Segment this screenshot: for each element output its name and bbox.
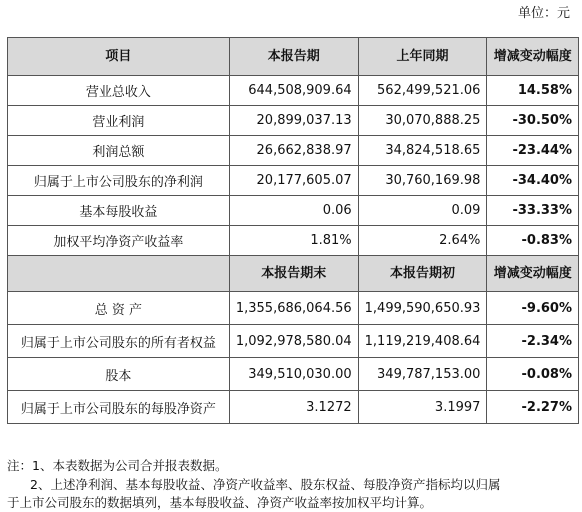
row-prior: 1,499,590,650.93 xyxy=(358,292,487,325)
unit-label: 单位：元 xyxy=(517,6,570,21)
table-subheader-row xyxy=(8,256,579,292)
row-prior: 34,824,518.65 xyxy=(358,136,487,166)
row-current: 1,355,686,064.56 xyxy=(229,292,358,325)
row-item: 归属于上市公司股东的每股净资产 xyxy=(8,391,230,424)
row-item: 营业利润 xyxy=(8,106,230,136)
table-row xyxy=(8,136,579,166)
row-current: 3.1272 xyxy=(229,391,358,424)
footnote-line-1: 注：1、本表数据为公司合并报表数据。 xyxy=(7,458,228,473)
row-change: -30.50% xyxy=(487,106,579,136)
row-current: 1,092,978,580.04 xyxy=(229,325,358,358)
row-item: 归属于上市公司股东的所有者权益 xyxy=(8,325,230,358)
row-change: -2.27% xyxy=(487,391,579,424)
row-item: 总 资 产 xyxy=(8,292,230,325)
table-row xyxy=(8,325,579,358)
row-current: 26,662,838.97 xyxy=(229,136,358,166)
table-row xyxy=(8,358,579,391)
financial-summary-table xyxy=(7,37,579,424)
row-change: -9.60% xyxy=(487,292,579,325)
table-row xyxy=(8,226,579,256)
table-row xyxy=(8,391,579,424)
row-item: 加权平均净资产收益率 xyxy=(8,226,230,256)
row-change: -2.34% xyxy=(487,325,579,358)
table-row xyxy=(8,292,579,325)
table-row xyxy=(8,166,579,196)
table-row xyxy=(8,76,579,106)
row-prior: 3.1997 xyxy=(358,391,487,424)
row-prior: 562,499,521.06 xyxy=(358,76,487,106)
row-prior: 1,119,219,408.64 xyxy=(358,325,487,358)
row-change: -0.83% xyxy=(487,226,579,256)
row-change: -23.44% xyxy=(487,136,579,166)
table-row xyxy=(8,106,579,136)
row-change: 14.58% xyxy=(487,76,579,106)
row-prior: 0.09 xyxy=(358,196,487,226)
header-item: 项目 xyxy=(8,38,230,76)
row-prior: 30,070,888.25 xyxy=(358,106,487,136)
table-row xyxy=(8,196,579,226)
subheader-period-start: 本报告期初 xyxy=(358,256,487,292)
row-item: 利润总额 xyxy=(8,136,230,166)
row-current: 20,899,037.13 xyxy=(229,106,358,136)
row-change: -0.08% xyxy=(487,358,579,391)
subheader-period-end: 本报告期末 xyxy=(229,256,358,292)
row-item: 基本每股收益 xyxy=(8,196,230,226)
row-item: 归属于上市公司股东的净利润 xyxy=(8,166,230,196)
row-current: 0.06 xyxy=(229,196,358,226)
row-item: 股本 xyxy=(8,358,230,391)
row-current: 20,177,605.07 xyxy=(229,166,358,196)
header-change: 增减变动幅度 xyxy=(487,38,579,76)
row-prior: 349,787,153.00 xyxy=(358,358,487,391)
row-prior: 2.64% xyxy=(358,226,487,256)
row-prior: 30,760,169.98 xyxy=(358,166,487,196)
header-current-period: 本报告期 xyxy=(229,38,358,76)
row-current: 1.81% xyxy=(229,226,358,256)
row-change: -33.33% xyxy=(487,196,579,226)
row-current: 349,510,030.00 xyxy=(229,358,358,391)
row-item: 营业总收入 xyxy=(8,76,230,106)
subheader-change: 增减变动幅度 xyxy=(487,256,579,292)
footnote-line-3: 于上市公司股东的数据填列，基本每股收益、净资产收益率按加权平均计算。 xyxy=(7,495,433,510)
table-header-row xyxy=(8,38,579,76)
row-current: 644,508,909.64 xyxy=(229,76,358,106)
subheader-item xyxy=(8,256,230,292)
row-change: -34.40% xyxy=(487,166,579,196)
footnote-line-2: 2、上述净利润、基本每股收益、净资产收益率、股东权益、每股净资产指标均以归属 xyxy=(30,477,501,492)
header-prior-period: 上年同期 xyxy=(358,38,487,76)
